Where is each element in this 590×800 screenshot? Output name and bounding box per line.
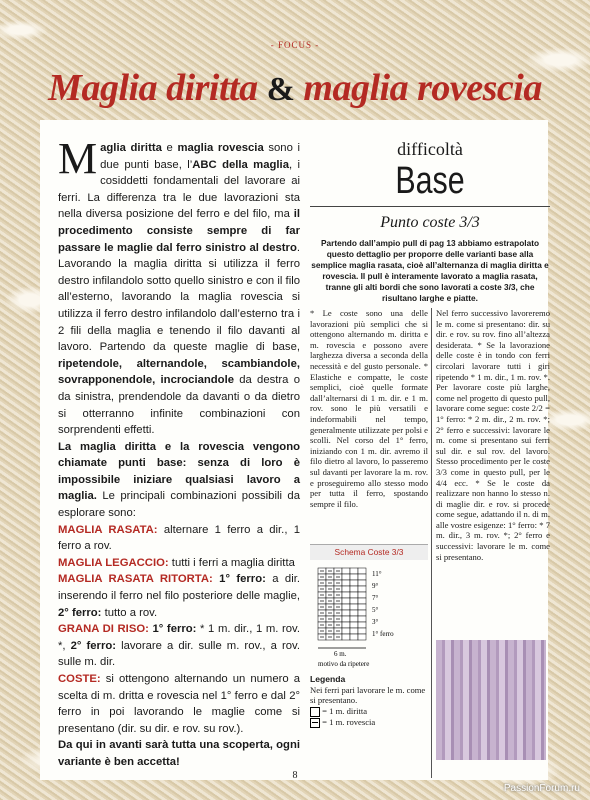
chart-cell-diritta bbox=[342, 622, 350, 628]
legend-rovescia: = 1 m. rovescia bbox=[310, 717, 428, 728]
pattern-text-col-1: * Le coste sono una delle lavorazioni più semplici che si ottengono alternando m. diritta e m. rovescia e possono avere larghezza diversa a seconda della necessità e del gusto personale. * Elastiche e compatte, le coste semplici, cioè quelle formate dall’alternarsi di 1 m. dir. e 1 m. rov. sono le più versatili e indeformabili nel tempo, generalmente utilizzate per polsi e scolli. Nel corso del 1° ferro, iniziando con 1 m. dir. avremo il filo dietro al lavoro, lo passeremo sul davanti per lavorare la m. rov. e proseguiremo allo stesso modo per tutta il ferro, spostando sempre il filo. bbox=[310, 308, 428, 509]
row-labels bbox=[372, 570, 394, 638]
chart-cell-diritta bbox=[350, 592, 358, 598]
stitch-rasata: MAGLIA RASATA: alternare 1 ferro a dir., 1 ferro a rov. bbox=[58, 523, 301, 553]
row-label: 5° bbox=[372, 605, 379, 614]
closing-sentence: Da qui in avanti sarà tutta una scoperta, ogni variante è ben accetta! bbox=[58, 739, 300, 768]
base-stitch-paragraph: La maglia diritta e la rovescia vengono chiamate punti base: senza di loro è impossibile iniziare qualsiasi lavoro a maglia. Le principali combinazioni possibili da esplorare sono: bbox=[58, 440, 300, 520]
column-divider bbox=[431, 308, 432, 778]
page-number: 8 bbox=[292, 770, 298, 781]
repeat-count: 6 m. bbox=[334, 649, 347, 658]
chart-cell-diritta bbox=[358, 610, 366, 616]
chart-cell-diritta bbox=[350, 580, 358, 586]
drop-cap: M bbox=[58, 134, 98, 183]
pattern-intro: Partendo dall’ampio pull di pag 13 abbiamo estrapolato questo dettaglio per proporre delle varianti base alla semplice maglia rasata, cioè all’alternanza di maglia diritta e rovescia. Il pull è interamente lavorato a maglia rasata, tranne gli alti bordi che sono lavorati a coste 3/3, che risultano larghe e piatte. bbox=[311, 238, 549, 303]
chart-cell-diritta bbox=[358, 598, 366, 604]
difficulty-value: Base bbox=[395, 160, 465, 202]
chart-cell-diritta bbox=[342, 586, 350, 592]
chart-cell-diritta bbox=[350, 574, 358, 580]
intro-paragraph: Maglia diritta e maglia rovescia sono i due punti base, l’ABC della maglia, i cosiddetti fondamentali del lavorare ai ferri. La differenza tra le due lavorazioni sta nella diversa posizione del ferro e del filo, ma il procedimento consiste sempre di far passare le maglie dal ferro sinistro al destro. Lavorando la maglia diritta si utilizza il ferro destro infilandolo sotto quello sinistro e con il filo all’esterno, lavorando la maglia rovescia si utilizza il ferro destro infilandolo dall’esterno tra i 2 fili della maglia e tenendo il filo davanti al lavoro. Partendo da queste maglie di base, ripetendole, alternandole, scambiandole, sovrapponendole, incrociandole da destra o da sinistra, prendendole da davanti o da dietro si otterranno infinite combinazioni con sorprendenti effetti. bbox=[58, 134, 301, 437]
rovescia-symbol bbox=[310, 718, 320, 728]
difficulty-label: difficoltà bbox=[397, 139, 463, 159]
knitting-chart bbox=[310, 560, 428, 672]
row-label: 11° bbox=[372, 569, 382, 578]
chart-cell-diritta bbox=[358, 580, 366, 586]
pattern-text-col-2: Nel ferro successivo lavoreremo le m. come si presentano: dir. su dir. e rov. su rov. fino all’altezza desiderata. * Se la lavorazione delle coste è in tondo con ferri circolari lavorare tutti i giri ripetendo * 1 m. dir., 1 m. rov. *. Per lavorare coste più larghe, come nel progetto di questo pull, lavorare come segue: coste 2/2 = 1° ferro: * 2 m. dir., 2 m. rov. *; 2° ferro e successivi: lavorare le m. come si presentano sui ferri sul dir. e sul rov. del lavoro. Stesso procedimento per le coste 3/3 come in questo pull, per le 4/4 ecc. * Se le coste da realizzare non hanno lo stesso n. di maglie dir. e rov. si procede come segue, adattando il n. di m. alle vostre esigenze: 1° ferro: * 7 m. dir., 3 m. rov. *; 2° ferro e successivi: lavorare le m. come si presentano. bbox=[436, 308, 550, 562]
chart-cell-diritta bbox=[350, 568, 358, 574]
chart-cell-diritta bbox=[342, 616, 350, 622]
chart-cell-diritta bbox=[342, 592, 350, 598]
chart-grid bbox=[318, 568, 366, 640]
row-label: 9° bbox=[372, 581, 379, 590]
repeat-label: motivo da ripetere bbox=[318, 659, 370, 668]
chart-cell-diritta bbox=[358, 574, 366, 580]
chart-cell-diritta bbox=[342, 610, 350, 616]
row-label: 3° bbox=[372, 617, 379, 626]
chart-legend bbox=[310, 674, 428, 728]
chart-cell-diritta bbox=[342, 634, 350, 640]
chart-cell-diritta bbox=[350, 604, 358, 610]
chart-cell-diritta bbox=[342, 628, 350, 634]
chart-cell-diritta bbox=[342, 604, 350, 610]
row-label: 7° bbox=[372, 593, 379, 602]
legend-title: Legenda bbox=[310, 674, 346, 684]
diritta-symbol bbox=[310, 707, 320, 717]
watermark: PassionForum.ru bbox=[503, 783, 580, 794]
chart-cell-diritta bbox=[358, 568, 366, 574]
divider bbox=[310, 206, 550, 207]
pattern-box bbox=[310, 134, 550, 304]
chart-cell-diritta bbox=[358, 592, 366, 598]
chart-cell-diritta bbox=[350, 610, 358, 616]
chart-cell-diritta bbox=[350, 628, 358, 634]
chart-cell-diritta bbox=[350, 634, 358, 640]
row-label: 1° ferro bbox=[372, 629, 394, 638]
pattern-title: Punto coste 3/3 bbox=[380, 214, 480, 231]
chart-cell-diritta bbox=[358, 634, 366, 640]
page-title: Maglia diritta & maglia rovescia bbox=[48, 67, 542, 109]
main-article bbox=[58, 134, 301, 771]
chart-cell-diritta bbox=[342, 568, 350, 574]
stitch-grana-di-riso: GRANA DI RISO: 1° ferro: * 1 m. dir., 1 m. rov. *, 2° ferro: lavorare a dir. sulle m. rov., a rov. sulle m. dir. bbox=[58, 623, 300, 669]
chart-cell-diritta bbox=[350, 586, 358, 592]
chart-cell-diritta bbox=[350, 616, 358, 622]
chart-cell-diritta bbox=[358, 616, 366, 622]
stitch-ritorta: MAGLIA RASATA RITORTA: 1° ferro: a dir. inserendo il ferro nel filo posteriore delle maglie, 2° ferro: tutto a rov. bbox=[58, 573, 300, 619]
chart-cell-diritta bbox=[358, 604, 366, 610]
knit-swatch-photo bbox=[436, 640, 546, 760]
chart-cell-diritta bbox=[358, 586, 366, 592]
chart-cell-diritta bbox=[342, 574, 350, 580]
chart-cell-diritta bbox=[342, 598, 350, 604]
schema-title: Schema Coste 3/3 bbox=[310, 544, 428, 560]
legend-note: Nei ferri pari lavorare le m. come si presentano. bbox=[310, 684, 426, 706]
legend-diritta: = 1 m. diritta bbox=[310, 706, 428, 717]
chart-cell-diritta bbox=[350, 598, 358, 604]
chart-schema bbox=[310, 544, 428, 674]
stitch-coste: COSTE: si ottengono alternando un numero a scelta di m. dritta e rovescia nel 1° ferro e dal 2° ferro in poi lavorando le maglie come si presentano (dir. su dir. e rov. su rov.). bbox=[58, 673, 300, 735]
stitch-legaccio: MAGLIA LEGACCIO: tutti i ferri a maglia diritta bbox=[58, 556, 295, 569]
chart-cell-diritta bbox=[342, 580, 350, 586]
chart-cell-diritta bbox=[358, 628, 366, 634]
chart-cell-diritta bbox=[358, 622, 366, 628]
chart-cell-diritta bbox=[350, 622, 358, 628]
section-label: - FOCUS - bbox=[270, 40, 320, 50]
